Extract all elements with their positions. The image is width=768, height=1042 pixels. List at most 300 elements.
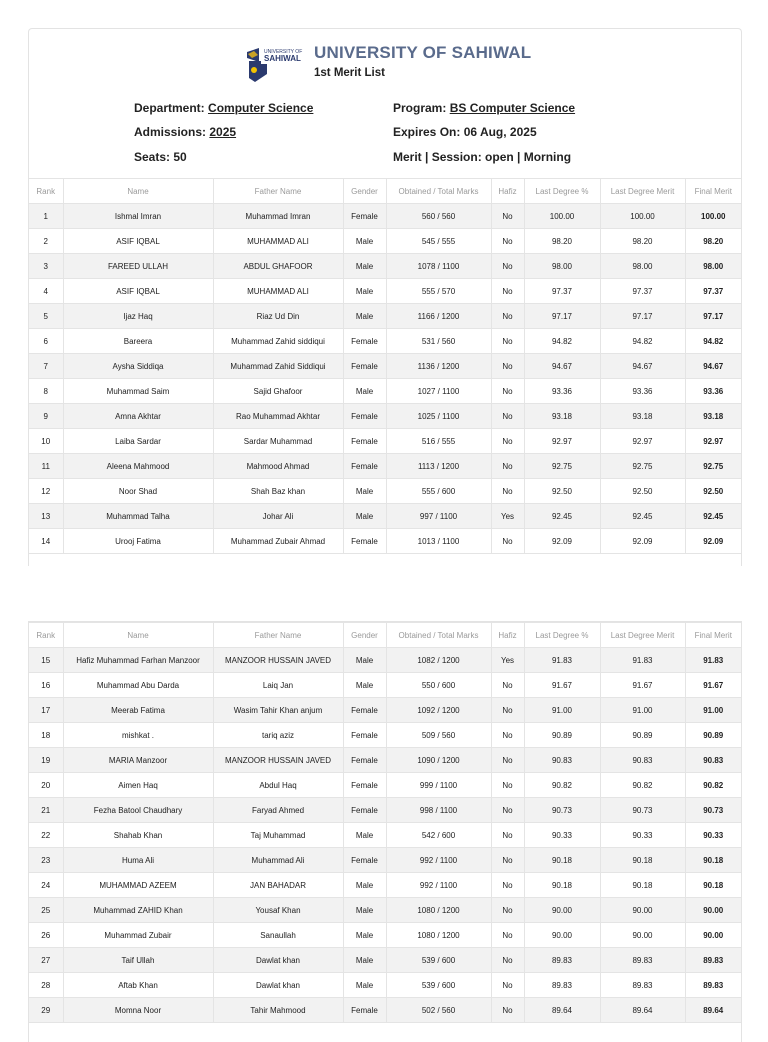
col-gender-cell: Male <box>343 379 386 404</box>
col-name-cell: Meerab Fatima <box>63 698 213 723</box>
col-marks-cell: 1025 / 1100 <box>386 404 491 429</box>
col-marks-cell: 1090 / 1200 <box>386 748 491 773</box>
col-marks-cell: 1092 / 1200 <box>386 698 491 723</box>
university-logo <box>245 44 305 84</box>
col-last-degree-merit-cell: 98.00 <box>600 254 685 279</box>
col-name-cell: Momna Noor <box>63 998 213 1023</box>
seats-info <box>134 150 187 164</box>
col-hafiz-cell: No <box>491 873 524 898</box>
merit-list-page-2 <box>28 621 742 1042</box>
col-gender-cell: Female <box>343 354 386 379</box>
col-marks-cell: 545 / 555 <box>386 229 491 254</box>
col-name-cell: Fezha Batool Chaudhary <box>63 798 213 823</box>
col-final-merit-cell: 89.83 <box>685 948 741 973</box>
merit-list-page-1 <box>28 28 742 566</box>
col-final-merit-cell: 94.67 <box>685 354 741 379</box>
col-rank-cell: 23 <box>29 848 63 873</box>
expires-value: 06 Aug, 2025 <box>463 125 537 139</box>
table-row <box>29 848 741 873</box>
col-father-name-header: Father Name <box>213 179 343 204</box>
col-last-degree-pct-cell: 90.73 <box>524 798 600 823</box>
col-last-degree-pct-cell: 92.50 <box>524 479 600 504</box>
col-gender-cell: Female <box>343 773 386 798</box>
col-hafiz-cell: No <box>491 404 524 429</box>
col-marks-cell: 539 / 600 <box>386 973 491 998</box>
col-last-degree-merit-cell: 92.09 <box>600 529 685 554</box>
col-name-cell: MUHAMMAD AZEEM <box>63 873 213 898</box>
col-last-degree-merit-cell: 92.75 <box>600 454 685 479</box>
col-last-degree-merit-cell: 90.18 <box>600 873 685 898</box>
program-info <box>393 101 575 115</box>
col-last-degree-merit-cell: 92.97 <box>600 429 685 454</box>
col-hafiz-cell: No <box>491 204 524 229</box>
col-last-degree-pct-cell: 89.83 <box>524 973 600 998</box>
col-final-merit-cell: 90.82 <box>685 773 741 798</box>
col-hafiz-cell: No <box>491 798 524 823</box>
col-rank-cell: 27 <box>29 948 63 973</box>
col-marks-cell: 516 / 555 <box>386 429 491 454</box>
col-final-merit-cell: 90.33 <box>685 823 741 848</box>
col-father-name-header: Father Name <box>213 623 343 648</box>
col-hafiz-cell: No <box>491 354 524 379</box>
col-rank-cell: 12 <box>29 479 63 504</box>
col-last-degree-pct-cell: 90.83 <box>524 748 600 773</box>
expires-info <box>393 125 537 139</box>
table-header-row <box>29 623 741 648</box>
col-last-degree-merit-cell: 89.83 <box>600 973 685 998</box>
col-name-header: Name <box>63 623 213 648</box>
table-row <box>29 948 741 973</box>
col-last-degree-pct-cell: 97.17 <box>524 304 600 329</box>
col-last-degree-merit-header: Last Degree Merit <box>600 623 685 648</box>
col-father-name-cell: Shah Baz khan <box>213 479 343 504</box>
col-hafiz-cell: No <box>491 429 524 454</box>
col-gender-cell: Female <box>343 454 386 479</box>
col-hafiz-cell: No <box>491 329 524 354</box>
col-last-degree-merit-cell: 98.20 <box>600 229 685 254</box>
col-gender-cell: Female <box>343 404 386 429</box>
col-final-merit-cell: 92.97 <box>685 429 741 454</box>
col-marks-cell: 509 / 560 <box>386 723 491 748</box>
col-father-name-cell: Dawlat khan <box>213 973 343 998</box>
table-row <box>29 529 741 554</box>
col-last-degree-merit-cell: 91.67 <box>600 673 685 698</box>
col-name-cell: mishkat . <box>63 723 213 748</box>
col-gender-cell: Male <box>343 973 386 998</box>
col-rank-cell: 14 <box>29 529 63 554</box>
table-row <box>29 823 741 848</box>
col-gender-cell: Female <box>343 998 386 1023</box>
col-father-name-cell: ABDUL GHAFOOR <box>213 254 343 279</box>
col-final-merit-cell: 89.83 <box>685 973 741 998</box>
table-row <box>29 698 741 723</box>
col-final-merit-cell: 98.00 <box>685 254 741 279</box>
col-hafiz-cell: No <box>491 229 524 254</box>
col-hafiz-cell: No <box>491 379 524 404</box>
col-father-name-cell: Abdul Haq <box>213 773 343 798</box>
col-last-degree-pct-cell: 90.00 <box>524 923 600 948</box>
table-row <box>29 773 741 798</box>
col-father-name-cell: Sardar Muhammad <box>213 429 343 454</box>
col-last-degree-merit-header: Last Degree Merit <box>600 179 685 204</box>
col-father-name-cell: Faryad Ahmed <box>213 798 343 823</box>
col-gender-cell: Male <box>343 873 386 898</box>
col-rank-header: Rank <box>29 179 63 204</box>
col-hafiz-cell: No <box>491 673 524 698</box>
col-father-name-cell: Yousaf Khan <box>213 898 343 923</box>
col-marks-cell: 555 / 600 <box>386 479 491 504</box>
col-name-cell: Huma Ali <box>63 848 213 873</box>
col-name-cell: Laiba Sardar <box>63 429 213 454</box>
col-rank-cell: 8 <box>29 379 63 404</box>
session-text: Merit | Session: open | Morning <box>393 150 572 164</box>
col-last-degree-merit-cell: 97.37 <box>600 279 685 304</box>
col-name-cell: FAREED ULLAH <box>63 254 213 279</box>
col-rank-cell: 26 <box>29 923 63 948</box>
col-final-merit-cell: 90.00 <box>685 923 741 948</box>
col-marks-cell: 999 / 1100 <box>386 773 491 798</box>
col-marks-cell: 1113 / 1200 <box>386 454 491 479</box>
col-marks-cell: 550 / 600 <box>386 673 491 698</box>
col-marks-cell: 1136 / 1200 <box>386 354 491 379</box>
col-final-merit-cell: 91.83 <box>685 648 741 673</box>
col-rank-cell: 19 <box>29 748 63 773</box>
col-rank-header: Rank <box>29 623 63 648</box>
col-gender-cell: Male <box>343 479 386 504</box>
col-rank-cell: 16 <box>29 673 63 698</box>
col-last-degree-pct-cell: 100.00 <box>524 204 600 229</box>
table-row <box>29 354 741 379</box>
col-last-degree-merit-cell: 91.00 <box>600 698 685 723</box>
col-father-name-cell: Muhammad Ali <box>213 848 343 873</box>
merit-table-page-2 <box>29 622 741 1023</box>
program-label: Program: <box>393 101 447 115</box>
col-last-degree-merit-cell: 94.82 <box>600 329 685 354</box>
col-last-degree-pct-cell: 90.82 <box>524 773 600 798</box>
col-marks-cell: 1080 / 1200 <box>386 898 491 923</box>
col-marks-cell: 997 / 1100 <box>386 504 491 529</box>
col-rank-cell: 4 <box>29 279 63 304</box>
col-name-cell: Urooj Fatima <box>63 529 213 554</box>
expires-label: Expires On: <box>393 125 461 139</box>
col-last-degree-merit-cell: 90.00 <box>600 923 685 948</box>
col-final-merit-cell: 93.18 <box>685 404 741 429</box>
col-last-degree-pct-cell: 92.97 <box>524 429 600 454</box>
col-hafiz-cell: No <box>491 823 524 848</box>
table-row <box>29 504 741 529</box>
col-last-degree-merit-cell: 90.33 <box>600 823 685 848</box>
col-father-name-cell: Muhammad Imran <box>213 204 343 229</box>
col-last-degree-merit-cell: 92.45 <box>600 504 685 529</box>
col-gender-cell: Male <box>343 923 386 948</box>
col-rank-cell: 29 <box>29 998 63 1023</box>
col-last-degree-merit-cell: 90.89 <box>600 723 685 748</box>
col-last-degree-pct-cell: 93.18 <box>524 404 600 429</box>
table-row <box>29 798 741 823</box>
col-hafiz-cell: No <box>491 454 524 479</box>
col-father-name-cell: Rao Muhammad Akhtar <box>213 404 343 429</box>
col-father-name-cell: Muhammad Zubair Ahmad <box>213 529 343 554</box>
col-name-cell: Hafiz Muhammad Farhan Manzoor <box>63 648 213 673</box>
department-label: Department: <box>134 101 205 115</box>
col-last-degree-merit-cell: 90.18 <box>600 848 685 873</box>
col-last-degree-merit-cell: 89.83 <box>600 948 685 973</box>
col-last-degree-merit-cell: 94.67 <box>600 354 685 379</box>
col-gender-cell: Male <box>343 254 386 279</box>
university-title: UNIVERSITY OF SAHIWAL <box>314 43 532 62</box>
col-father-name-cell: Muhammad Zahid Siddiqui <box>213 354 343 379</box>
col-gender-cell: Male <box>343 948 386 973</box>
seats-value: 50 <box>173 150 187 164</box>
col-hafiz-cell: No <box>491 948 524 973</box>
col-last-degree-merit-cell: 90.00 <box>600 898 685 923</box>
table-row <box>29 404 741 429</box>
col-father-name-cell: Sanaullah <box>213 923 343 948</box>
table-row <box>29 279 741 304</box>
col-rank-cell: 25 <box>29 898 63 923</box>
col-father-name-cell: MANZOOR HUSSAIN JAVED <box>213 648 343 673</box>
col-gender-cell: Male <box>343 898 386 923</box>
col-last-degree-pct-cell: 90.18 <box>524 873 600 898</box>
col-gender-cell: Female <box>343 204 386 229</box>
col-gender-header: Gender <box>343 179 386 204</box>
col-last-degree-merit-cell: 90.83 <box>600 748 685 773</box>
col-rank-cell: 22 <box>29 823 63 848</box>
col-last-degree-pct-cell: 90.00 <box>524 898 600 923</box>
col-last-degree-pct-header: Last Degree % <box>524 179 600 204</box>
table-row <box>29 898 741 923</box>
col-name-header: Name <box>63 179 213 204</box>
col-final-merit-cell: 92.75 <box>685 454 741 479</box>
col-marks-cell: 1166 / 1200 <box>386 304 491 329</box>
col-gender-cell: Male <box>343 279 386 304</box>
col-name-cell: Aysha Siddiqa <box>63 354 213 379</box>
col-last-degree-merit-cell: 97.17 <box>600 304 685 329</box>
col-marks-cell: 992 / 1100 <box>386 873 491 898</box>
col-gender-cell: Female <box>343 848 386 873</box>
col-hafiz-cell: Yes <box>491 504 524 529</box>
table-row <box>29 329 741 354</box>
table-row <box>29 379 741 404</box>
col-last-degree-pct-cell: 90.33 <box>524 823 600 848</box>
col-gender-cell: Female <box>343 723 386 748</box>
col-father-name-cell: Johar Ali <box>213 504 343 529</box>
col-gender-cell: Female <box>343 429 386 454</box>
col-rank-cell: 24 <box>29 873 63 898</box>
col-father-name-cell: MANZOOR HUSSAIN JAVED <box>213 748 343 773</box>
session-info <box>393 150 571 164</box>
col-final-merit-header: Final Merit <box>685 179 741 204</box>
col-rank-cell: 6 <box>29 329 63 354</box>
col-final-merit-cell: 97.37 <box>685 279 741 304</box>
col-last-degree-pct-cell: 89.64 <box>524 998 600 1023</box>
col-marks-cell: 542 / 600 <box>386 823 491 848</box>
table-row <box>29 204 741 229</box>
col-last-degree-pct-cell: 94.67 <box>524 354 600 379</box>
col-father-name-cell: Laiq Jan <box>213 673 343 698</box>
table-row <box>29 304 741 329</box>
col-father-name-cell: Wasim Tahir Khan anjum <box>213 698 343 723</box>
col-hafiz-cell: No <box>491 748 524 773</box>
col-rank-cell: 17 <box>29 698 63 723</box>
col-last-degree-pct-cell: 91.67 <box>524 673 600 698</box>
col-name-cell: Ishmal Imran <box>63 204 213 229</box>
table-row <box>29 673 741 698</box>
col-name-cell: Amna Akhtar <box>63 404 213 429</box>
table-row <box>29 973 741 998</box>
col-last-degree-pct-cell: 98.00 <box>524 254 600 279</box>
table-row <box>29 429 741 454</box>
col-final-merit-cell: 98.20 <box>685 229 741 254</box>
col-final-merit-cell: 91.00 <box>685 698 741 723</box>
col-gender-cell: Male <box>343 648 386 673</box>
col-father-name-cell: MUHAMMAD ALI <box>213 229 343 254</box>
col-final-merit-cell: 94.82 <box>685 329 741 354</box>
col-name-cell: ASIF IQBAL <box>63 229 213 254</box>
col-last-degree-pct-header: Last Degree % <box>524 623 600 648</box>
col-name-cell: Noor Shad <box>63 479 213 504</box>
col-marks-cell: 1080 / 1200 <box>386 923 491 948</box>
col-hafiz-cell: No <box>491 998 524 1023</box>
col-rank-cell: 15 <box>29 648 63 673</box>
col-gender-cell: Male <box>343 823 386 848</box>
col-hafiz-cell: No <box>491 254 524 279</box>
col-father-name-cell: Taj Muhammad <box>213 823 343 848</box>
col-last-degree-pct-cell: 91.83 <box>524 648 600 673</box>
col-final-merit-header: Final Merit <box>685 623 741 648</box>
col-name-cell: MARIA Manzoor <box>63 748 213 773</box>
col-rank-cell: 3 <box>29 254 63 279</box>
col-rank-cell: 21 <box>29 798 63 823</box>
col-marks-header: Obtained / Total Marks <box>386 623 491 648</box>
col-final-merit-cell: 92.09 <box>685 529 741 554</box>
table-row <box>29 873 741 898</box>
table-row <box>29 923 741 948</box>
col-marks-header: Obtained / Total Marks <box>386 179 491 204</box>
col-father-name-cell: tariq aziz <box>213 723 343 748</box>
col-father-name-cell: Dawlat khan <box>213 948 343 973</box>
col-rank-cell: 7 <box>29 354 63 379</box>
col-final-merit-cell: 100.00 <box>685 204 741 229</box>
col-final-merit-cell: 90.83 <box>685 748 741 773</box>
col-rank-cell: 28 <box>29 973 63 998</box>
col-last-degree-pct-cell: 97.37 <box>524 279 600 304</box>
col-last-degree-pct-cell: 92.75 <box>524 454 600 479</box>
seats-label: Seats: <box>134 150 171 164</box>
table-row <box>29 254 741 279</box>
col-last-degree-pct-cell: 92.45 <box>524 504 600 529</box>
col-final-merit-cell: 89.64 <box>685 998 741 1023</box>
col-hafiz-cell: No <box>491 898 524 923</box>
col-father-name-cell: Riaz Ud Din <box>213 304 343 329</box>
col-rank-cell: 18 <box>29 723 63 748</box>
col-gender-cell: Female <box>343 529 386 554</box>
department-value: Computer Science <box>208 101 314 115</box>
table-row <box>29 229 741 254</box>
col-name-cell: Muhammad Zubair <box>63 923 213 948</box>
col-last-degree-merit-cell: 92.50 <box>600 479 685 504</box>
col-last-degree-pct-cell: 91.00 <box>524 698 600 723</box>
col-name-cell: Aftab Khan <box>63 973 213 998</box>
table-row <box>29 454 741 479</box>
col-name-cell: Shahab Khan <box>63 823 213 848</box>
col-last-degree-merit-cell: 90.82 <box>600 773 685 798</box>
col-hafiz-cell: No <box>491 723 524 748</box>
col-hafiz-cell: No <box>491 304 524 329</box>
col-marks-cell: 539 / 600 <box>386 948 491 973</box>
col-gender-cell: Female <box>343 748 386 773</box>
col-father-name-cell: Tahir Mahmood <box>213 998 343 1023</box>
col-final-merit-cell: 91.67 <box>685 673 741 698</box>
col-gender-header: Gender <box>343 623 386 648</box>
col-gender-cell: Female <box>343 798 386 823</box>
program-value: BS Computer Science <box>449 101 576 115</box>
col-marks-cell: 555 / 570 <box>386 279 491 304</box>
table-row <box>29 648 741 673</box>
logo-text-top: UNIVERSITY OF <box>264 49 303 55</box>
col-final-merit-cell: 92.45 <box>685 504 741 529</box>
col-gender-cell: Female <box>343 329 386 354</box>
col-name-cell: Aleena Mahmood <box>63 454 213 479</box>
col-marks-cell: 1082 / 1200 <box>386 648 491 673</box>
col-last-degree-pct-cell: 94.82 <box>524 329 600 354</box>
col-last-degree-pct-cell: 92.09 <box>524 529 600 554</box>
col-last-degree-merit-cell: 89.64 <box>600 998 685 1023</box>
col-marks-cell: 1078 / 1100 <box>386 254 491 279</box>
col-name-cell: Muhammad Saim <box>63 379 213 404</box>
col-gender-cell: Male <box>343 304 386 329</box>
col-final-merit-cell: 90.18 <box>685 873 741 898</box>
col-final-merit-cell: 93.36 <box>685 379 741 404</box>
merit-table-page-1 <box>29 178 741 554</box>
col-last-degree-merit-cell: 93.36 <box>600 379 685 404</box>
table-row <box>29 479 741 504</box>
col-final-merit-cell: 90.73 <box>685 798 741 823</box>
col-last-degree-pct-cell: 89.83 <box>524 948 600 973</box>
table-header-row <box>29 179 741 204</box>
col-marks-cell: 531 / 560 <box>386 329 491 354</box>
col-final-merit-cell: 97.17 <box>685 304 741 329</box>
col-rank-cell: 11 <box>29 454 63 479</box>
col-father-name-cell: Sajid Ghafoor <box>213 379 343 404</box>
col-marks-cell: 992 / 1100 <box>386 848 491 873</box>
col-name-cell: Taif Ullah <box>63 948 213 973</box>
logo-text-main: SAHIWAL <box>264 54 301 63</box>
table-row <box>29 748 741 773</box>
col-name-cell: Aimen Haq <box>63 773 213 798</box>
col-rank-cell: 5 <box>29 304 63 329</box>
table-row <box>29 998 741 1023</box>
col-hafiz-cell: No <box>491 479 524 504</box>
col-name-cell: ASIF IQBAL <box>63 279 213 304</box>
col-marks-cell: 1027 / 1100 <box>386 379 491 404</box>
col-final-merit-cell: 92.50 <box>685 479 741 504</box>
col-gender-cell: Male <box>343 229 386 254</box>
col-hafiz-cell: No <box>491 279 524 304</box>
col-gender-cell: Male <box>343 504 386 529</box>
col-hafiz-cell: No <box>491 848 524 873</box>
col-rank-cell: 9 <box>29 404 63 429</box>
col-marks-cell: 502 / 560 <box>386 998 491 1023</box>
col-marks-cell: 560 / 560 <box>386 204 491 229</box>
col-hafiz-cell: No <box>491 529 524 554</box>
col-hafiz-cell: No <box>491 973 524 998</box>
col-father-name-cell: Mahmood Ahmad <box>213 454 343 479</box>
col-last-degree-merit-cell: 93.18 <box>600 404 685 429</box>
col-last-degree-pct-cell: 98.20 <box>524 229 600 254</box>
merit-list-header <box>29 41 741 95</box>
col-last-degree-merit-cell: 90.73 <box>600 798 685 823</box>
